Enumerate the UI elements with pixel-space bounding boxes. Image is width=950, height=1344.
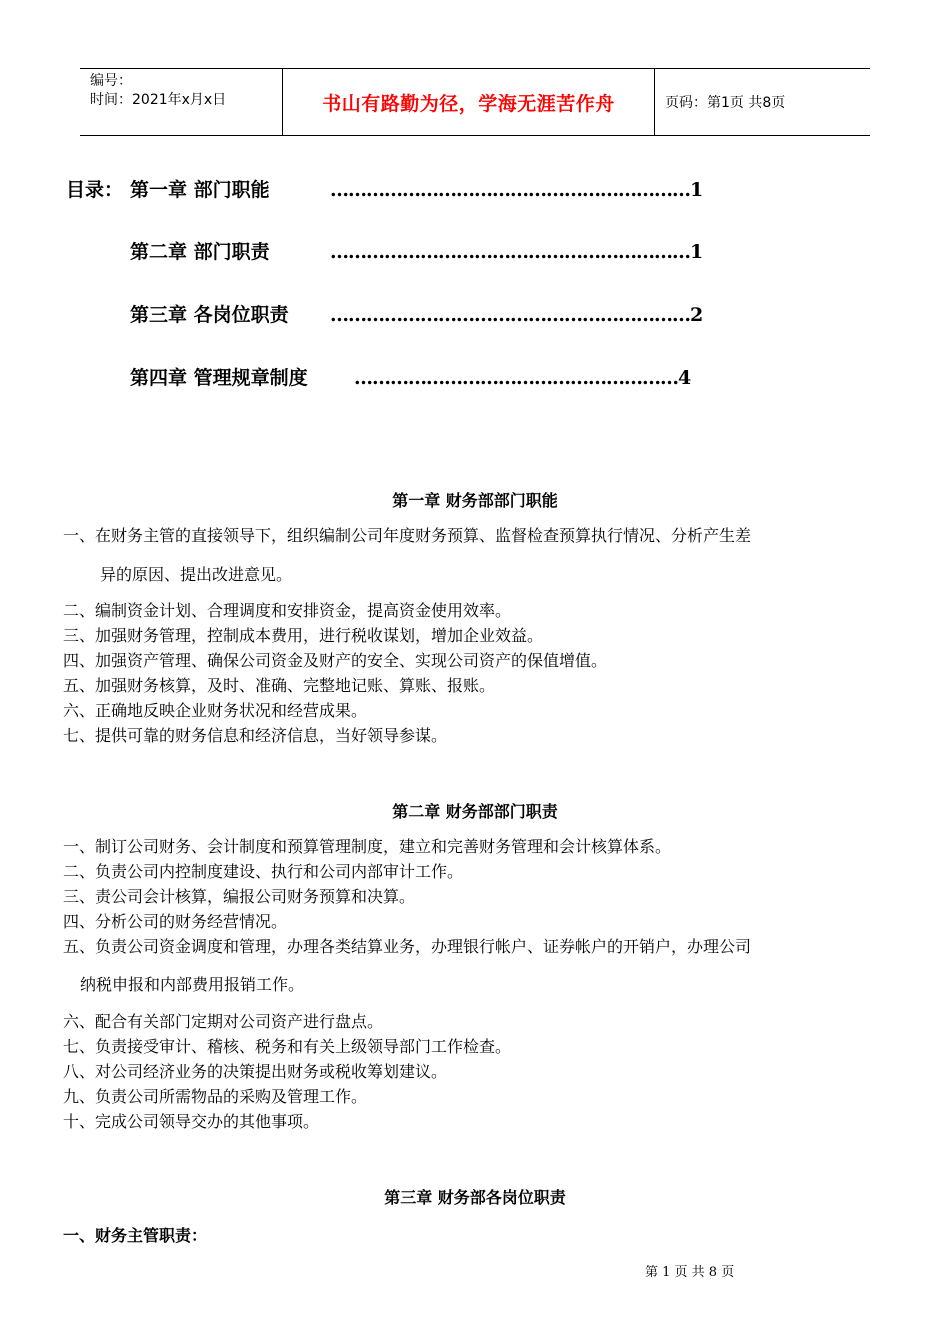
toc-page-number: 2 [690, 304, 704, 326]
chapter1-item: 五、加强财务核算，及时、准确、完整地记账、算账、报账。 [63, 676, 496, 695]
chapter2-item: 六、配合有关部门定期对公司资产进行盘点。 [63, 1012, 384, 1031]
chapter3-title: 第三章 财务部各岗位职责 [384, 1188, 566, 1207]
chapter2-item: 九、负责公司所需物品的采购及管理工作。 [63, 1087, 368, 1106]
chapter1-item: 三、加强财务管理，控制成本费用，进行税收谋划，增加企业效益。 [63, 626, 544, 645]
header-page-label: 页码：第1页 共8页 [665, 95, 786, 111]
chapter2-item: 一、制订公司财务、会计制度和预算管理制度，建立和完善财务管理和会计核算体系。 [63, 837, 672, 856]
page-footer: 第 1 页 共 8 页 [645, 1265, 735, 1280]
toc-leader-dots: …………………………………………………… [330, 179, 690, 201]
document-date-label: 时间：2021年x月x日 [90, 92, 227, 108]
toc-page-number: 1 [690, 179, 704, 201]
document-header [80, 68, 870, 136]
chapter2-item: 三、责公司会计核算，编报公司财务预算和决算。 [63, 887, 416, 906]
chapter2-item: 八、对公司经济业务的决策提出财务或税收筹划建议。 [63, 1062, 448, 1081]
toc-prefix: 目录： [66, 179, 124, 201]
toc-chapter-title: 第二章 部门职责 [130, 241, 270, 263]
chapter1-item: 六、正确地反映企业财务状况和经营成果。 [63, 701, 368, 720]
header-page-cell [655, 69, 870, 135]
toc-page-number: 1 [690, 241, 704, 263]
chapter2-item: 四、分析公司的财务经营情况。 [63, 912, 288, 931]
chapter1-item: 七、提供可靠的财务信息和经济信息，当好领导参谋。 [63, 726, 448, 745]
toc-leader-dots: ……………………………………………… [354, 367, 678, 389]
toc-chapter-title: 第一章 部门职能 [130, 179, 270, 201]
toc-chapter-title: 第四章 管理规章制度 [130, 367, 308, 389]
toc-entry[interactable] [130, 363, 691, 390]
toc-leader-dots: …………………………………………………… [330, 241, 690, 263]
document-number-label: 编号： [90, 73, 132, 89]
chapter2-item: 十、完成公司领导交办的其他事项。 [63, 1112, 320, 1131]
chapter2-item-continuation: 纳税申报和内部费用报销工作。 [80, 975, 305, 994]
chapter1-item: 四、加强资产管理、确保公司资金及财产的安全、实现公司资产的保值增值。 [63, 651, 608, 670]
chapter1-item-continuation: 异的原因、提出改进意见。 [100, 565, 293, 584]
toc-entry[interactable] [130, 300, 703, 327]
chapter2-item: 二、负责公司内控制度建设、执行和公司内部审计工作。 [63, 862, 464, 881]
chapter3-subhead: 一、财务主管职责： [63, 1226, 208, 1245]
toc-entry[interactable] [130, 237, 703, 264]
header-motto-cell [283, 69, 655, 135]
toc-entry[interactable] [130, 175, 703, 202]
chapter1-title: 第一章 财务部部门职能 [392, 491, 558, 510]
chapter2-item: 七、负责接受审计、稽核、税务和有关上级领导部门工作检查。 [63, 1037, 512, 1056]
header-meta-cell [80, 69, 283, 135]
chapter2-title: 第二章 财务部部门职责 [392, 802, 558, 821]
chapter1-item: 二、编制资金计划、合理调度和安排资金，提高资金使用效率。 [63, 601, 512, 620]
toc-leader-dots: …………………………………………………… [330, 304, 690, 326]
toc-page-number: 4 [678, 367, 692, 389]
chapter1-item: 一、在财务主管的直接领导下，组织编制公司年度财务预算、监督检查预算执行情况、分析产生差 [63, 526, 752, 545]
motto-text: 书山有路勤为径，学海无涯苦作舟 [322, 92, 615, 115]
toc-chapter-title: 第三章 各岗位职责 [130, 304, 289, 326]
chapter2-item: 五、负责公司资金调度和管理，办理各类结算业务，办理银行帐户、证券帐户的开销户，办理公司 [63, 937, 752, 956]
